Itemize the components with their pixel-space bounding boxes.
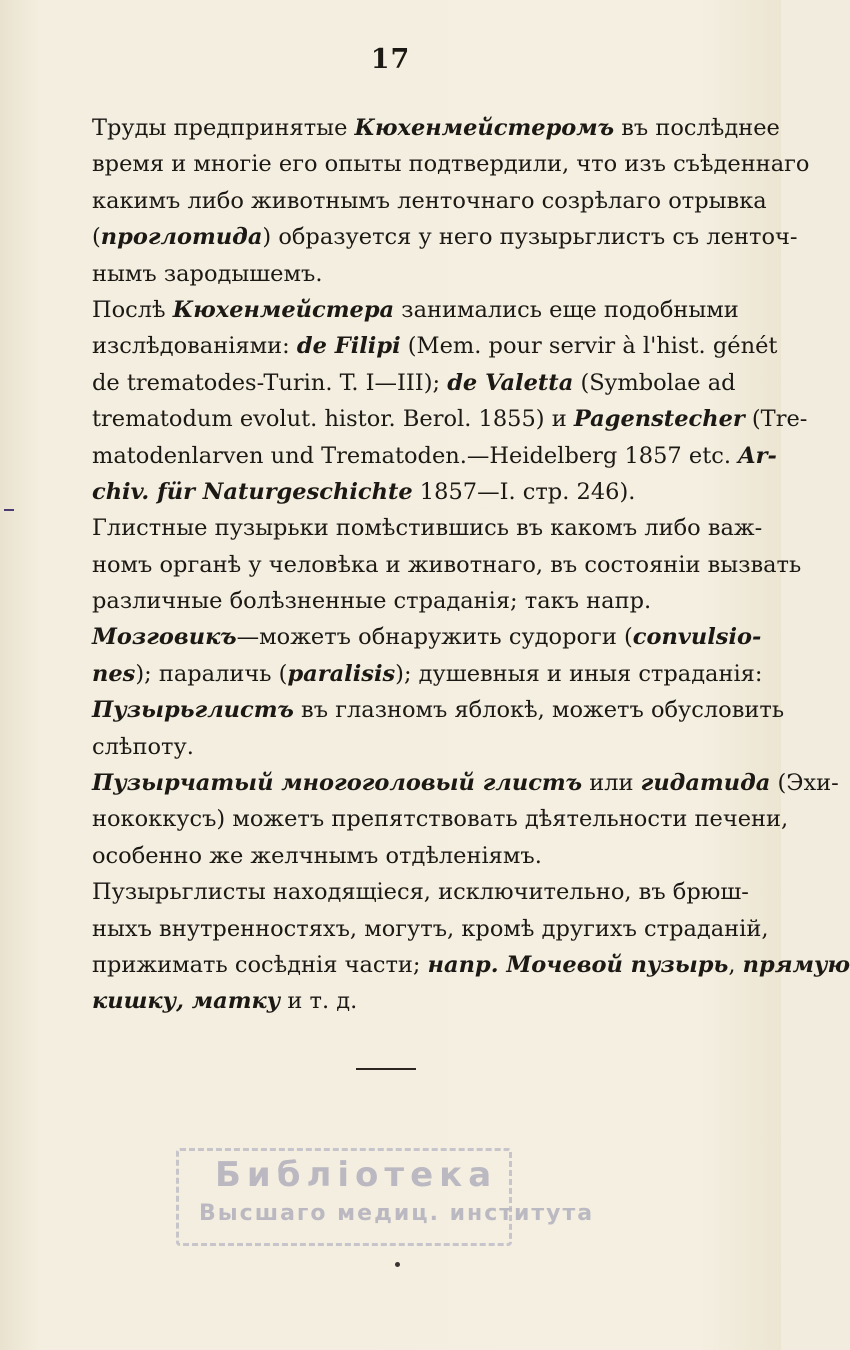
italic-run: Ar- [738,442,777,469]
text-line [92,583,730,619]
text-run: время и многіе его опыты подтвердили, что изъ съѣденнаго [92,151,810,178]
text-line [92,692,785,728]
text-line [92,328,778,364]
stamp-line-2: Высшаго медиц. института [199,1201,595,1226]
text-run: занимались еще подобными [394,296,739,323]
text-run: Послѣ [92,296,173,323]
text-run: прижимать сосѣднія части; [92,951,428,978]
text-line [92,110,780,146]
text-line [92,874,749,910]
text-line [92,438,777,474]
text-line [92,219,798,255]
text-line [92,656,763,692]
text-line [92,801,789,837]
text-line [92,911,769,947]
italic-run: прямую [742,951,850,978]
text-run: (Mem. pour servir à l'hist. génét [400,333,778,360]
text-line [92,547,802,583]
text-run: особенно же желчнымъ отдѣленіямъ. [92,842,542,869]
text-run: нококкусъ) можетъ препятствовать дѣятельности печени, [92,806,789,833]
text-run: Глистные пузырьки помѣстившись въ какомъ либо важ- [92,515,763,542]
text-run: Труды предпринятые [92,115,355,141]
text-line [92,510,763,546]
text-run: (Symbolae ad [573,369,736,396]
italic-run: paralisis [287,660,396,687]
text-line [92,256,730,292]
text-run: (Tre- [744,406,808,433]
italic-run: Мозговикъ [92,624,237,651]
text-run: , [728,951,743,978]
paragraph [92,110,810,292]
text-line [92,729,730,765]
italic-run: chiv. für Naturgeschichte [92,478,413,505]
text-run: слѣпоту. [92,733,194,760]
text-run: (Эхи- [770,770,839,797]
text-run: de trematodes-Turin. T. I—III); [92,369,448,396]
text-line [92,947,850,983]
text-run: ) образуется у него пузырьглистъ съ ленточ- [262,224,798,251]
text-line [92,619,762,655]
italic-run: кишку, матку [92,988,281,1015]
text-line [92,146,810,182]
italic-run: convulsio- [632,624,762,651]
text-run: или [582,770,641,797]
text-run: —можетъ обнаружить судороги ( [236,624,633,651]
italic-run: de Valetta [447,369,574,396]
text-line [92,838,730,874]
italic-run: Пузырчатый многоголовый глистъ [92,770,583,797]
page-number: 17 [370,44,411,75]
text-line [92,474,730,510]
margin-mark [4,509,14,511]
italic-run: напр. Мочевой пузырь [427,951,729,978]
text-line [92,983,730,1019]
text-run: ); параличь ( [135,660,288,687]
text-line [92,765,839,801]
paragraph [92,619,763,692]
section-divider [356,1068,416,1070]
italic-run: Пузырьглистъ [92,697,294,724]
ink-dot [395,1262,400,1267]
text-run: въ глазномъ яблокѣ, можетъ обусловить [293,697,785,724]
paragraph [92,874,850,1020]
italic-run: Кюхенмейстеромъ [354,115,615,141]
text-run: и т. д. [280,988,358,1015]
text-run: изслѣдованіями: [92,333,297,360]
text-run: ( [92,224,101,251]
paragraph [92,692,785,765]
text-line [92,365,736,401]
text-run: ); душевныя и иныя страданія: [395,660,763,687]
text-run: различные болѣзненные страданія; такъ напр. [92,588,652,615]
text-run: въ послѣднее [614,115,780,141]
paragraph [92,765,839,874]
text-line [92,183,767,219]
text-line [92,292,739,328]
italic-run: Pagenstecher [573,406,745,433]
library-stamp [176,1148,595,1246]
text-run: matodenlarven und Trematoden.—Heidelberg 1857 etc. [92,442,739,469]
paragraph [92,510,802,619]
text-run: 1857—I. стр. 246). [412,478,636,505]
body-text [92,110,850,1020]
italic-run: de Filipi [296,333,401,360]
italic-run: проглотида [100,224,263,251]
italic-run: Кюхенмейстера [172,296,395,323]
text-run: Пузырьглисты находящіеся, исключительно, въ брюш- [92,879,749,906]
text-run: trematodum evolut. histor. Berol. 1855) и [92,406,574,433]
text-run: какимъ либо животнымъ ленточнаго созрѣлаго отрывка [92,187,767,214]
text-line [92,401,808,437]
italic-run: гидатида [640,770,771,797]
text-run: нымъ зародышемъ. [92,260,323,287]
paragraph [92,292,808,510]
text-run: номъ органѣ у человѣка и животнаго, въ состояніи вызвать [92,551,802,578]
stamp-line-1: Библіотека [215,1155,498,1195]
text-run: ныхъ внутренностяхъ, могутъ, кромѣ другихъ страданій, [92,915,769,942]
italic-run: nes [92,660,136,687]
